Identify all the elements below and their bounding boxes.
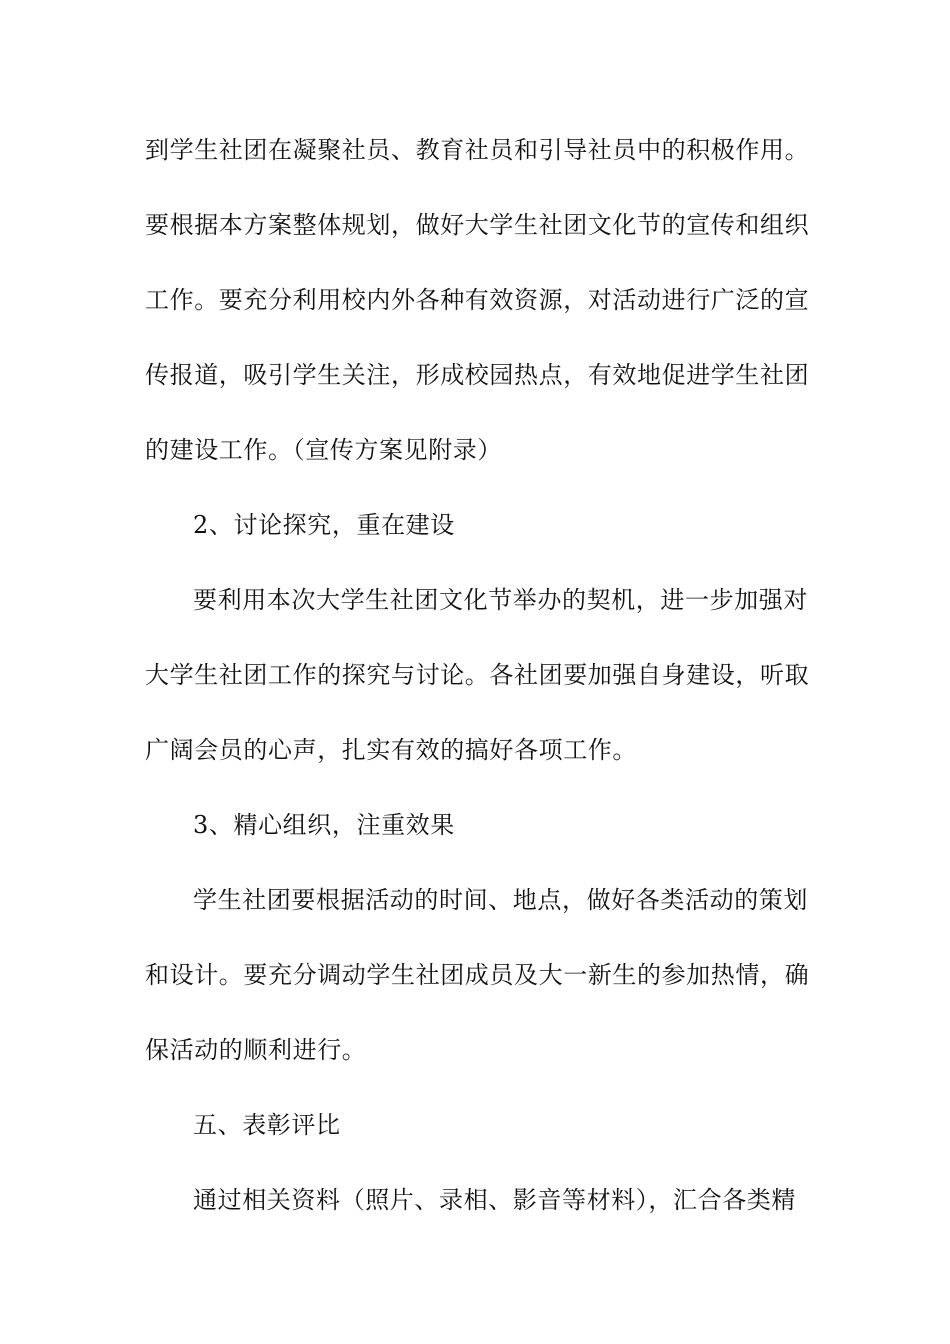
text-line: 的建设工作。（宣传方案见附录） [145,436,502,464]
text-line: 广阔会员的心声，扎实有效的搞好各项工作。 [145,736,637,764]
text-line: 要利用本次大学生社团文化节举办的契机，进一步加强对 [193,586,808,614]
section-heading: 五、表彰评比 [193,1111,341,1139]
section-heading: 2、讨论探究，重在建设 [193,511,455,539]
text-line: 保活动的顺利进行。 [145,1036,367,1064]
section-heading: 3、精心组织，注重效果 [193,811,455,839]
text-line: 传报道，吸引学生关注，形成校园热点，有效地促进学生社团 [145,361,810,389]
text-line: 通过相关资料（照片、录相、影音等材料），汇合各类精 [193,1186,796,1214]
text-line: 大学生社团工作的探究与讨论。各社团要加强自身建设，听取 [145,661,810,689]
text-line: 要根据本方案整体规划，做好大学生社团文化节的宣传和组织 [145,211,810,239]
text-line: 工作。要充分利用校内外各种有效资源，对活动进行广泛的宣 [145,286,810,314]
text-line: 和设计。要充分调动学生社团成员及大一新生的参加热情，确 [145,961,810,989]
text-line: 到学生社团在凝聚社员、教育社员和引导社员中的积极作用。 [145,136,810,164]
text-line: 学生社团要根据活动的时间、地点，做好各类活动的策划 [193,886,808,914]
